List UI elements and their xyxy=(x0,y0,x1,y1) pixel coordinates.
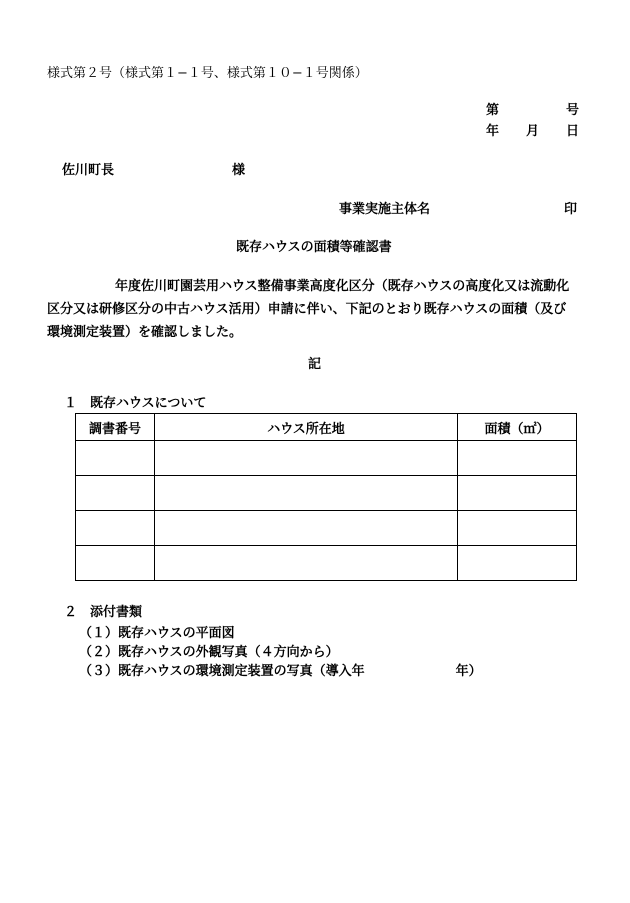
cell-location[interactable] xyxy=(155,511,458,546)
cell-survey-number[interactable] xyxy=(76,546,155,581)
doc-number-prefix: 第 xyxy=(486,103,500,118)
cell-location[interactable] xyxy=(155,441,458,476)
col-header-area: 面積（㎡） xyxy=(458,414,577,441)
attachment-item-3: （３）既存ハウスの環境測定装置の写真（導入年 年） xyxy=(79,664,482,679)
col-header-survey-number: 調書番号 xyxy=(76,414,155,441)
attachment-item-2: （２）既存ハウスの外観写真（４方向から） xyxy=(79,645,339,660)
cell-location[interactable] xyxy=(155,476,458,511)
addressee-name: 佐川町長 xyxy=(62,163,115,178)
date-year-label: 年 xyxy=(486,124,500,139)
cell-survey-number[interactable] xyxy=(76,511,155,546)
section1-heading: １ 既存ハウスについて xyxy=(64,396,207,411)
table-header-row xyxy=(76,414,577,441)
cell-survey-number[interactable] xyxy=(76,476,155,511)
cell-area[interactable] xyxy=(458,441,577,476)
cell-area[interactable] xyxy=(458,546,577,581)
ki-heading: 記 xyxy=(308,357,322,372)
house-table xyxy=(75,413,577,581)
cell-area[interactable] xyxy=(458,476,577,511)
cell-area[interactable] xyxy=(458,511,577,546)
table-row xyxy=(76,511,577,546)
applicant-label: 事業実施主体名 xyxy=(339,202,431,217)
date-day-label: 日 xyxy=(566,124,580,139)
table-row xyxy=(76,546,577,581)
section2-heading: ２ 添付書類 xyxy=(64,605,143,620)
cell-survey-number[interactable] xyxy=(76,441,155,476)
cell-location[interactable] xyxy=(155,546,458,581)
body-line-3: 環境測定装置）を確認しました。 xyxy=(47,325,243,340)
body-paragraph xyxy=(47,275,581,344)
form-reference: 様式第２号（様式第１−１号、様式第１０−１号関係） xyxy=(47,66,368,81)
date-month-label: 月 xyxy=(526,124,540,139)
table-row xyxy=(76,441,577,476)
table-row xyxy=(76,476,577,511)
col-header-location: ハウス所在地 xyxy=(155,414,458,441)
seal-mark: 印 xyxy=(564,202,578,217)
attachment-item-1: （１）既存ハウスの平面図 xyxy=(79,626,235,641)
addressee-honorific: 様 xyxy=(232,163,246,178)
document-title: 既存ハウスの面積等確認書 xyxy=(236,240,392,255)
doc-number-suffix: 号 xyxy=(566,103,580,118)
body-line-2: 区分又は研修区分の中古ハウス活用）申請に伴い、下記のとおり既存ハウスの面積（及び xyxy=(47,302,567,317)
body-line-1: 年度佐川町園芸用ハウス整備事業高度化区分（既存ハウスの高度化又は流動化 xyxy=(115,279,570,294)
